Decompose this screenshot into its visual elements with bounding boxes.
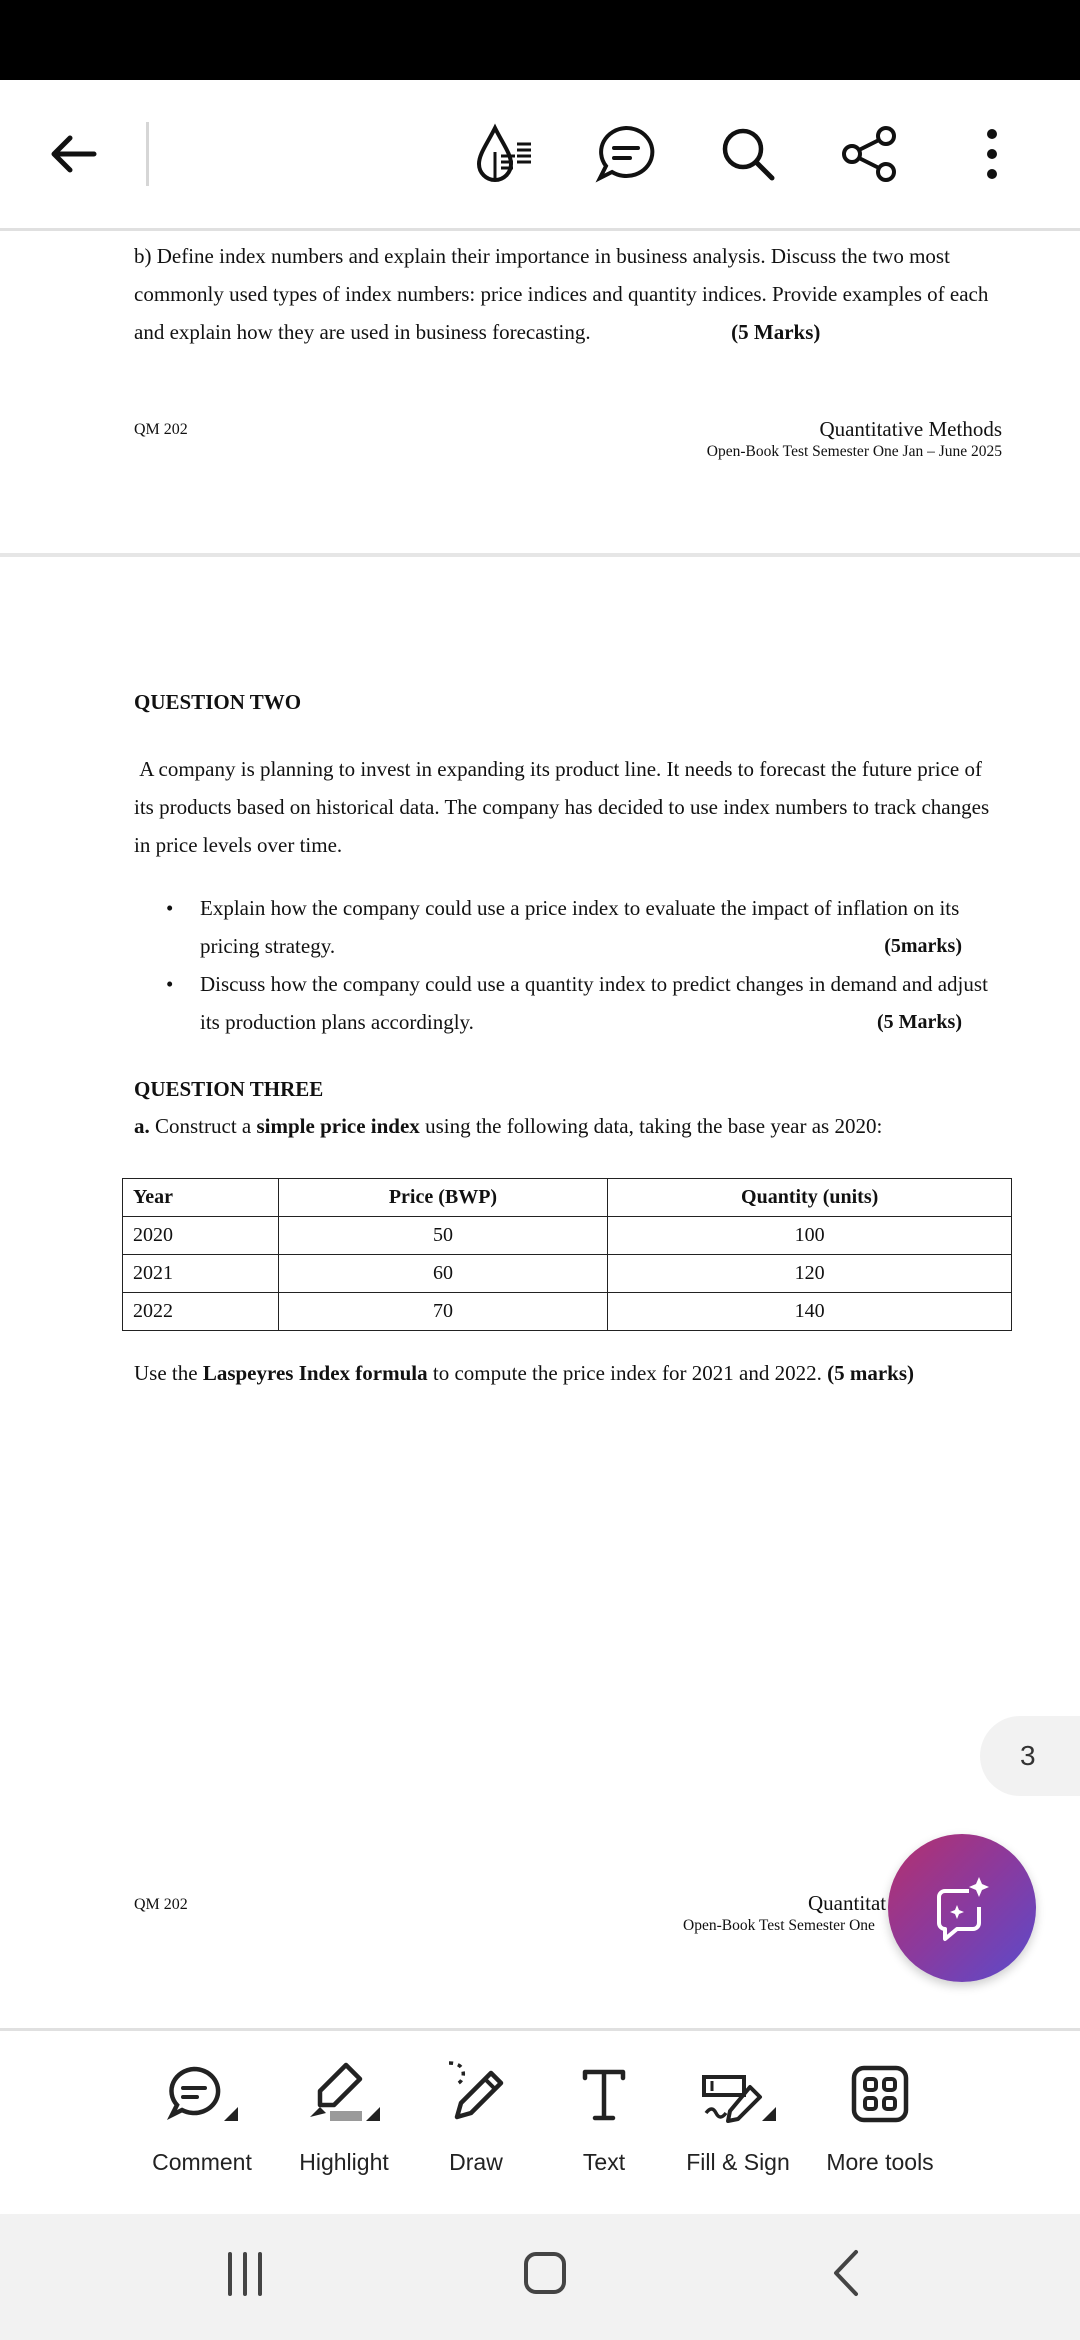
more-vertical-icon bbox=[982, 126, 1002, 182]
table-cell: 140 bbox=[608, 1293, 1012, 1331]
page3-footer-subtitle: Open-Book Test Semester One bbox=[683, 1917, 875, 1934]
question-three-a: a. Construct a simple price index using the following data, taking the base year as 2020: bbox=[134, 1114, 883, 1138]
table-row bbox=[123, 1217, 1012, 1255]
page-number: 3 bbox=[1020, 1740, 1036, 1771]
table-header: Year bbox=[123, 1179, 279, 1217]
table-cell: 70 bbox=[278, 1293, 608, 1331]
table-cell: 60 bbox=[278, 1255, 608, 1293]
table-cell: 2022 bbox=[123, 1293, 279, 1331]
table-row bbox=[123, 1255, 1012, 1293]
highlight-icon bbox=[304, 2059, 384, 2129]
home-icon bbox=[510, 2238, 580, 2308]
ai-assistant-button[interactable] bbox=[888, 1834, 1036, 1982]
page2-footer-code: QM 202 bbox=[134, 421, 188, 438]
bullet-marks: (5marks) bbox=[884, 935, 962, 957]
page2-footer-subtitle: Open-Book Test Semester One Jan – June 2025 bbox=[706, 443, 1002, 460]
bullet-marks: (5 Marks) bbox=[877, 1011, 962, 1033]
tool-more-tools[interactable] bbox=[826, 2051, 934, 2201]
more-options-button[interactable] bbox=[952, 114, 1032, 194]
system-back-button[interactable] bbox=[812, 2238, 882, 2308]
fill-sign-icon bbox=[696, 2059, 780, 2129]
table-cell: 2020 bbox=[123, 1217, 279, 1255]
page3-footer-code: QM 202 bbox=[134, 1896, 188, 1913]
page3-footer-title: Quantitat bbox=[808, 1891, 887, 1915]
reading-mode-icon bbox=[473, 122, 537, 186]
bottom-toolbar bbox=[0, 2028, 1080, 2217]
bullet-item: • Explain how the company could use a price index to evaluate the impact of inflation on its pricing strategy. (5marks) bbox=[162, 889, 1002, 965]
tool-draw-label: Draw bbox=[449, 2149, 503, 2175]
table-cell: 120 bbox=[608, 1255, 1012, 1293]
reading-mode-button[interactable] bbox=[465, 114, 545, 194]
page2-footer-title: Quantitative Methods bbox=[819, 417, 1002, 441]
table-cell: 50 bbox=[278, 1217, 608, 1255]
question-two-intro: A company is planning to invest in expanding its product line. It needs to forecast the future price of its products based on historical data. The company has decided to use index numbers to track changes in price levels over time. bbox=[134, 757, 995, 857]
more-tools-icon bbox=[850, 2064, 910, 2124]
draw-icon bbox=[441, 2059, 511, 2129]
recent-apps-button[interactable] bbox=[210, 2238, 280, 2308]
home-button[interactable] bbox=[510, 2238, 580, 2308]
ai-assistant-icon bbox=[927, 1873, 997, 1943]
table-cell: 2021 bbox=[123, 1255, 279, 1293]
pdf-document-viewer[interactable] bbox=[0, 231, 1080, 2028]
back-button[interactable] bbox=[34, 114, 114, 194]
top-toolbar bbox=[0, 80, 1080, 231]
comments-icon bbox=[594, 122, 658, 186]
toolbar-divider bbox=[146, 122, 149, 186]
text-icon bbox=[579, 2064, 629, 2124]
tool-highlight-label: Highlight bbox=[299, 2149, 389, 2175]
tool-text-label: Text bbox=[582, 2149, 626, 2175]
question-three-heading: QUESTION THREE bbox=[134, 1077, 324, 1101]
tool-fill-sign[interactable] bbox=[688, 2051, 788, 2201]
question-b-text: b) Define index numbers and explain their importance in business analysis. Discuss the two most commonly used types of index numbers: price indices and quantity indices. Provide examples of each and explain how they are used in business forecasting. (5 Marks) bbox=[134, 244, 989, 344]
search-icon bbox=[718, 124, 778, 184]
bullet-item: • Discuss how the company could use a quantity index to predict changes in demand and adjust its production plans accordingly. (5 Marks) bbox=[162, 965, 1002, 1041]
table-row bbox=[123, 1293, 1012, 1331]
status-bar bbox=[0, 0, 1080, 80]
question-two-heading: QUESTION TWO bbox=[134, 690, 302, 714]
comment-icon bbox=[162, 2059, 242, 2129]
tool-comment[interactable] bbox=[150, 2051, 254, 2201]
tool-fill-sign-label: Fill & Sign bbox=[686, 2149, 790, 2175]
tool-draw[interactable] bbox=[436, 2051, 516, 2201]
question-two-bullets bbox=[162, 889, 1002, 1041]
table-header: Quantity (units) bbox=[608, 1179, 1012, 1217]
table-header: Price (BWP) bbox=[278, 1179, 608, 1217]
recent-apps-icon bbox=[210, 2238, 280, 2308]
system-back-icon bbox=[812, 2238, 882, 2308]
search-button[interactable] bbox=[708, 114, 788, 194]
page-separator bbox=[0, 553, 1080, 557]
tool-comment-label: Comment bbox=[152, 2149, 252, 2175]
share-button[interactable] bbox=[830, 114, 910, 194]
tool-more-tools-label: More tools bbox=[826, 2149, 934, 2175]
laspeyres-instruction: Use the Laspeyres Index formula to compute the price index for 2021 and 2022. (5 marks) bbox=[134, 1361, 915, 1385]
share-icon bbox=[840, 124, 900, 184]
tool-highlight[interactable] bbox=[292, 2051, 396, 2201]
table-cell: 100 bbox=[608, 1217, 1012, 1255]
tool-text[interactable] bbox=[566, 2051, 642, 2201]
question-b-marks: (5 Marks) bbox=[731, 320, 821, 344]
comments-button[interactable] bbox=[586, 114, 666, 194]
page-number-indicator[interactable] bbox=[980, 1716, 1080, 1796]
back-arrow-icon bbox=[46, 126, 102, 182]
system-navigation-bar bbox=[0, 2214, 1080, 2340]
price-quantity-table bbox=[122, 1178, 1012, 1331]
